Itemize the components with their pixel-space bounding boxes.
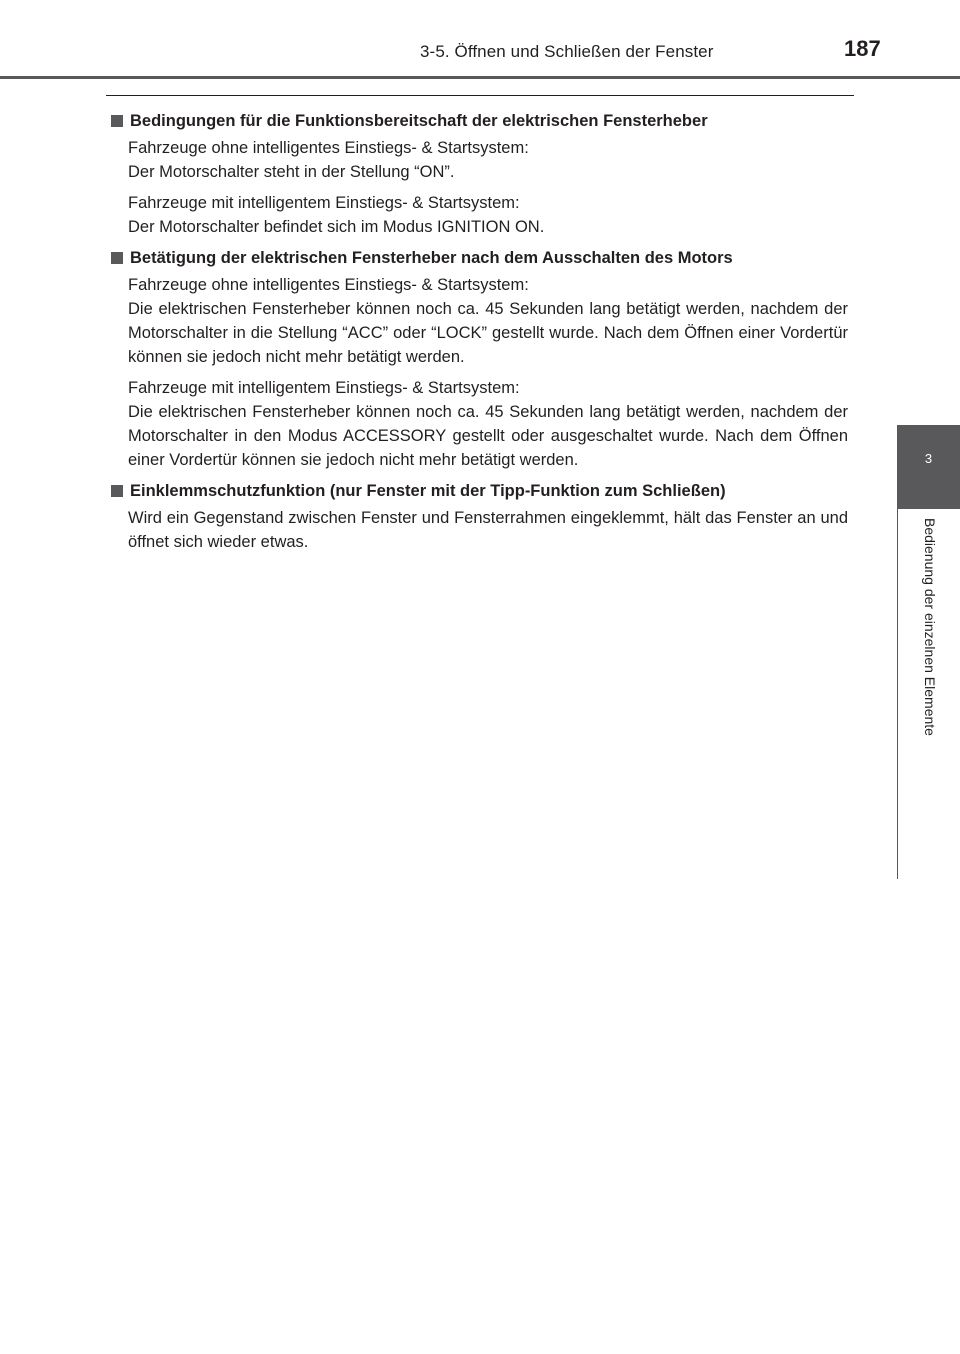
paragraph-intro: Fahrzeuge ohne intelligentes Einstiegs- & Startsystem:: [128, 139, 529, 157]
paragraph-body: Wird ein Gegenstand zwischen Fenster und Fensterrahmen eingeklemmt, hält das Fenster an und öffnet sich wieder etwas.: [128, 509, 848, 551]
paragraph: [128, 376, 848, 472]
section-after-engine-off: [108, 246, 848, 472]
paragraph-body: Die elektrischen Fensterheber können noch ca. 45 Sekunden lang betätigt werden, nachdem der Motorschalter in die Stellung “ACC” oder “LOCK” gestellt wurde. Nach dem Öffnen einer Vordertür können sie jedoch nicht mehr betätigt werden.: [128, 300, 848, 366]
paragraph-body: Die elektrischen Fensterheber können noch ca. 45 Sekunden lang betätigt werden, nachdem der Motorschalter in den Modus ACCESSORY gestellt oder ausgeschaltet wurde. Nach dem Öffnen einer Vordertür können sie jedoch nicht mehr betätigt werden.: [128, 403, 848, 469]
paragraph-intro: Fahrzeuge mit intelligentem Einstiegs- & Startsystem:: [128, 379, 520, 397]
paragraph: [128, 136, 848, 184]
square-bullet-icon: [111, 115, 123, 127]
square-bullet-icon: [111, 485, 123, 497]
section-heading: [108, 479, 848, 503]
section-heading-text: Bedingungen für die Funktionsbereitschaft der elektrischen Fensterheber: [130, 112, 708, 130]
content-top-divider: [106, 95, 854, 96]
paragraph-intro: Fahrzeuge ohne intelligentes Einstiegs- & Startsystem:: [128, 276, 529, 294]
square-bullet-icon: [111, 252, 123, 264]
chapter-tab-label: Bedienung der einzelnen Elemente: [922, 518, 938, 736]
section-anti-pinch: [108, 479, 848, 554]
section-heading-text: Betätigung der elektrischen Fensterheber nach dem Ausschalten des Motors: [130, 249, 733, 267]
section-operating-conditions: [108, 109, 848, 239]
chapter-tab: [897, 425, 960, 509]
section-heading-text: Einklemmschutzfunktion (nur Fenster mit der Tipp-Funktion zum Schließen): [130, 482, 726, 500]
paragraph-body: Der Motorschalter steht in der Stellung “ON”.: [128, 163, 455, 181]
paragraph: [128, 191, 848, 239]
paragraph-body: Der Motorschalter befindet sich im Modus IGNITION ON.: [128, 218, 545, 236]
page-content: [108, 109, 848, 561]
chapter-title: 3-5. Öffnen und Schließen der Fenster: [420, 42, 714, 61]
paragraph: [128, 506, 848, 554]
paragraph: [128, 273, 848, 369]
section-heading: [108, 109, 848, 133]
section-heading: [108, 246, 848, 270]
paragraph-intro: Fahrzeuge mit intelligentem Einstiegs- & Startsystem:: [128, 194, 520, 212]
page-number: 187: [844, 36, 881, 61]
header-divider: [0, 76, 960, 79]
chapter-tab-number: 3: [924, 451, 933, 466]
